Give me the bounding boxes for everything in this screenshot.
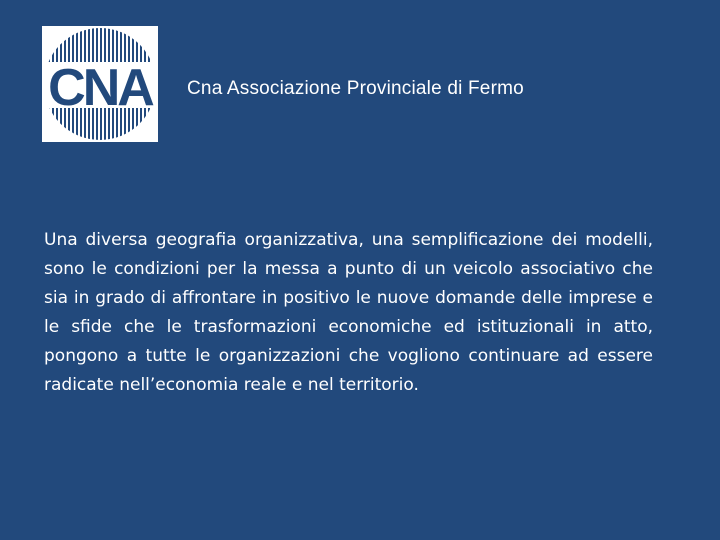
cna-logo [42,26,158,142]
logo-text: CNA [48,59,152,117]
header-title: Cna Associazione Provinciale di Fermo [187,78,524,99]
cna-logo-icon [42,26,158,142]
body-paragraph: Una diversa geografia organizzativa, una semplificazione dei modelli, sono le condizioni per la messa a punto di un veicolo associativo che sia in grado di affrontare in positivo le nuove domande delle imprese e le sfide che le trasformazioni economiche ed istituzionali in atto, pongono a tutte le organizzazioni che vogliono continuare ad essere radicate nell’economia reale e nel territorio. [44,230,653,395]
